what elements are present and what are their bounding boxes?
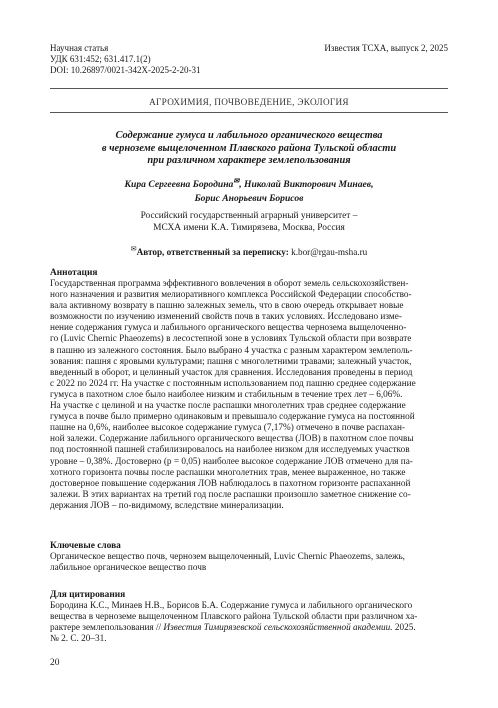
envelope-icon: ✉ [233, 176, 240, 185]
keywords-section [50, 540, 448, 574]
keywords-body [50, 552, 448, 574]
citation-line: № 2. С. 20–31. [50, 634, 107, 645]
abstract-line: вала активному возврату в пашню залежных земель, что в свою очередь открывает новые [50, 301, 404, 312]
affiliation-line: МСХА имени К.А. Тимирязева, Москва, Россия [153, 223, 345, 233]
abstract-line: ной залежи. Содержание лабильного органического вещества (ЛОВ) в пахотном слое почвы [50, 434, 414, 445]
doi: DOI: 10.26897/0021-342X-2025-2-20-31 [50, 65, 201, 75]
citation-body [50, 601, 448, 645]
citation-line: вещества в черноземе выщелоченном Плавского района Тульской области при различном ха- [50, 612, 418, 623]
article-title [60, 130, 438, 168]
author-minaev: , Николай Викторович Минаев, [239, 179, 374, 190]
abstract-line: уровне – 0,38%. Достоверно (p = 0,05) наиболее высокое содержание ЛОВ отмечено для па- [50, 456, 413, 467]
abstract-line: гумуса в пахотном слое было наиболее низким и стабильным в течение трех лет – 6,06%. [50, 389, 403, 400]
envelope-icon: ✉ [130, 244, 137, 253]
abstract-line: под постоянной пашней стабилизировалось на наиболее низком для исследуемых участков [50, 445, 410, 456]
abstract-body [50, 279, 448, 512]
abstract-line: нение содержания гумуса и лабильного органического вещества чернозема выщелоченно- [50, 323, 407, 334]
section-divider [50, 112, 448, 113]
top-divider [50, 88, 448, 89]
abstract-line: в пашню из залежного состояния. Было выбрано 4 участка с разным характером землеполь- [50, 345, 413, 356]
corresponding-email[interactable]: k.bor@rgau-msha.ru [288, 247, 368, 257]
author-borisov: Борис Анорьевич Борисов [194, 193, 304, 204]
abstract-heading: Аннотация [50, 268, 98, 278]
abstract-line: Государственная программа эффективного вовлечения в оборот земель сельскохозяйствен- [50, 279, 409, 289]
corresponding-label: Автор, ответственный за переписку: [136, 247, 289, 257]
citation-line: рактере землепользования // Известия Тимирязевской сельскохозяйственной академии. 2025. [50, 623, 416, 634]
keywords-line: Органическое вещество почв, чернозем выщелоченный, Luvic Chernic Phaeozems, залежь, [50, 552, 405, 562]
title-line: при различном характере землепользования [147, 155, 351, 167]
abstract-line: го (Luvic Chernic Phaeozems) в лесостепной зоне в условиях Тульской области при возврате [50, 334, 412, 345]
journal-name: Известия Тимирязевской сельскохозяйственной академии. [163, 623, 393, 634]
abstract-line: возможности по изучению изменений свойств почв в таких условиях. Исследовано изме- [50, 312, 402, 323]
abstract-line: с 2022 по 2024 гг. На участке с постоянным использованием под пашню среднее содержание [50, 378, 416, 389]
abstract-line: ного назначения и развития мелиоративного комплекса Российской Федерации способство- [50, 290, 412, 301]
citation-section [50, 589, 448, 645]
abstract-line: держания ЛОВ – по-видимому, вследствие минерализации. [50, 500, 284, 511]
header-left [50, 43, 200, 76]
keywords-line: лабильное органическое вещество почв [50, 563, 207, 574]
citation-line: Бородина К.С., Минаев Н.В., Борисов Б.А. Содержание гумуса и лабильного органического [50, 601, 413, 611]
abstract-line: достоверное повышение содержания ЛОВ наблюдалось в пахотном горизонте распаханной [50, 478, 411, 489]
page-number: 20 [50, 658, 60, 668]
abstract-section [50, 267, 448, 512]
author-borodina: Кира Сергеевна Бородина [124, 179, 234, 190]
abstract-line: залежи. В этих вариантах на третий год после распашки произошло заметное снижение со- [50, 489, 411, 500]
abstract-line: хотного горизонта почвы после распашки многолетних трав, менее выраженное, но также [50, 467, 406, 478]
title-line: Содержание гумуса и лабильного органического вещества [115, 130, 383, 141]
abstract-line: введенный в оборот, и целинный участок для сравнения. Исследования проведены в период [50, 367, 413, 378]
title-line: в черноземе выщелоченном Плавского района Тульской области [101, 142, 397, 154]
citation-heading: Для цитирования [50, 590, 126, 600]
journal-issue: Известия ТСХА, выпуск 2, 2025 [324, 43, 448, 53]
authors [80, 178, 418, 206]
corresponding-author [80, 246, 418, 258]
udc: УДК 631:452; 631.417.1(2) [50, 54, 151, 64]
abstract-line: зования: пашня с яровыми культурами; пашня с многолетними травами; залежный участок, [50, 356, 412, 367]
section-title: АГРОХИМИЯ, ПОЧВОВЕДЕНИЕ, ЭКОЛОГИЯ [149, 97, 349, 107]
keywords-heading: Ключевые слова [50, 541, 121, 551]
affiliation [80, 210, 418, 234]
abstract-line: На участке с целиной и на участке после распашки многолетних трав среднее содержание [50, 401, 406, 412]
affiliation-line: Российский государственный аграрный университет – [140, 211, 358, 221]
article-type: Научная статья [50, 43, 109, 53]
abstract-line: пашне на 0,6%, наиболее высокое содержание гумуса (7,17%) отмечено в почве распахан- [50, 423, 406, 434]
abstract-line: гумуса в почве было примерно одинаковым и превышало содержание гумуса на постоянной [50, 412, 415, 423]
